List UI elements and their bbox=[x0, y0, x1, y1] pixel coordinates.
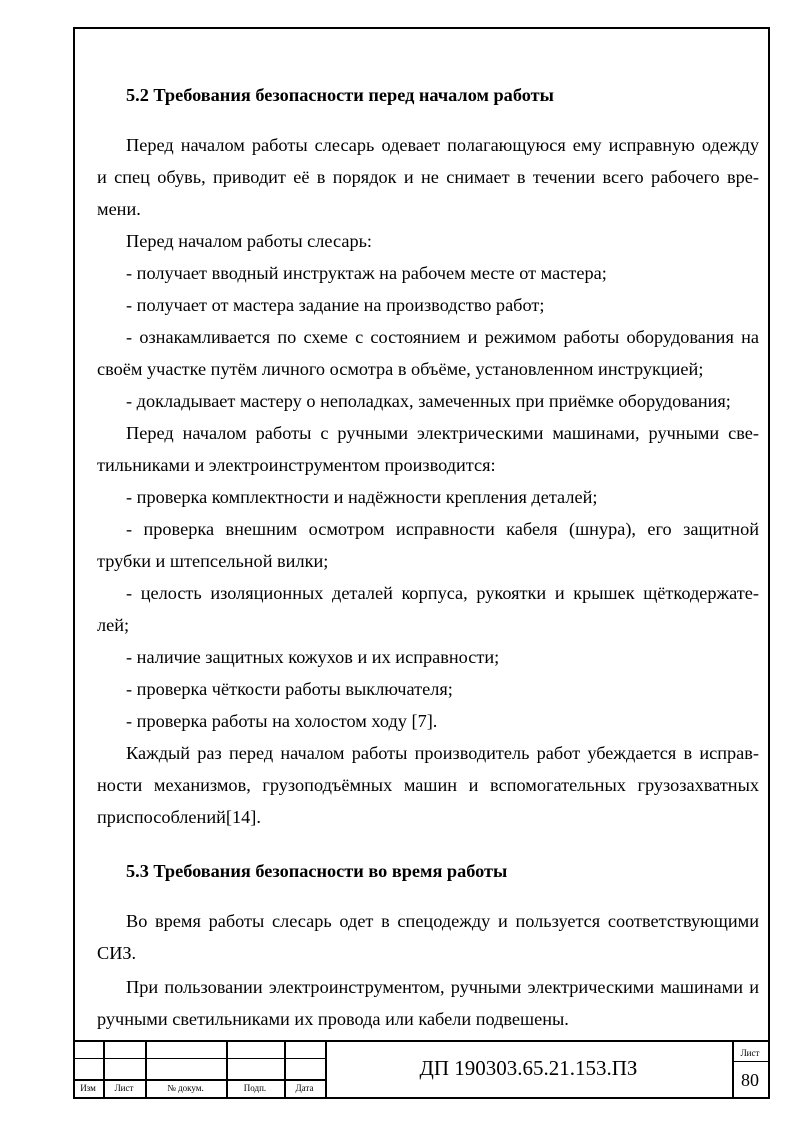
stamp-label-signature: Подп. bbox=[243, 1083, 267, 1093]
text-line: - получает от мастера задание на производство работ; bbox=[126, 295, 545, 315]
text-line: Перед началом работы слесарь: bbox=[126, 231, 373, 251]
text-line: своём участке путём личного осмотра в объёме, установленном инструкцией; bbox=[97, 359, 704, 379]
text-line: При пользовании электроинструментом, ручными электрическими машинами и bbox=[126, 977, 759, 997]
text-line: - проверка внешним осмотром исправности кабеля (шнура), его защитной bbox=[126, 519, 759, 539]
text-line: тильниками и электроинструментом производится: bbox=[97, 455, 496, 475]
stamp-label-date: Дата bbox=[295, 1083, 314, 1093]
text-line: - докладывает мастеру о неполадках, замеченных при приёмке оборудования; bbox=[126, 391, 731, 411]
text-line: и спец обувь, приводит её в порядок и не снимает в течении всего рабочего вре- bbox=[97, 167, 759, 187]
sheet-label: Лист bbox=[740, 1048, 760, 1058]
text-line: СИЗ. bbox=[97, 943, 137, 963]
text-line: ности механизмов, грузоподъёмных машин и вспомогательных грузозахватных bbox=[97, 775, 759, 795]
text-line: - целость изоляционных деталей корпуса, рукоятки и крышек щёткодержате- bbox=[126, 583, 759, 603]
text-line: - проверка работы на холостом ходу [7]. bbox=[126, 711, 438, 731]
text-line: трубки и штепсельной вилки; bbox=[97, 551, 329, 571]
document-code: ДП 190303.65.21.153.ПЗ bbox=[419, 1056, 638, 1080]
text-line: приспособлений[14]. bbox=[97, 807, 261, 827]
text-line: - ознакамливается по схеме с состоянием и режимом работы оборудования на bbox=[126, 327, 759, 347]
text-line: - проверка комплектности и надёжности крепления деталей; bbox=[126, 487, 598, 507]
text-line: Перед началом работы с ручными электрическими машинами, ручными све- bbox=[126, 423, 759, 443]
text-line: Во время работы слесарь одет в спецодежду и пользуется соответствующими bbox=[126, 911, 759, 931]
text-line: - проверка чёткости работы выключателя; bbox=[126, 679, 453, 699]
section-heading: 5.3 Требования безопасности во время работы bbox=[126, 861, 508, 881]
stamp-label-docnum: № докум. bbox=[167, 1083, 204, 1093]
text-line: Перед началом работы слесарь одевает полагающуюся ему исправную одежду bbox=[126, 135, 759, 155]
sheet-number: 80 bbox=[741, 1070, 759, 1090]
stamp-label-change: Изм bbox=[80, 1083, 96, 1093]
stamp-label-sheet: Лист bbox=[114, 1083, 134, 1093]
text-line: лей; bbox=[97, 615, 130, 635]
title-block bbox=[73, 1040, 770, 1097]
text-line: - получает вводный инструктаж на рабочем месте от мастера; bbox=[126, 263, 607, 283]
text-line: - наличие защитных кожухов и их исправности; bbox=[126, 647, 500, 667]
section-heading: 5.2 Требования безопасности перед началом работы bbox=[126, 85, 554, 105]
text-line: ручными светильниками их провода или кабели подвешены. bbox=[97, 1009, 569, 1029]
text-line: мени. bbox=[97, 199, 141, 219]
text-line: Каждый раз перед началом работы производитель работ убеждается в исправ- bbox=[126, 743, 759, 763]
